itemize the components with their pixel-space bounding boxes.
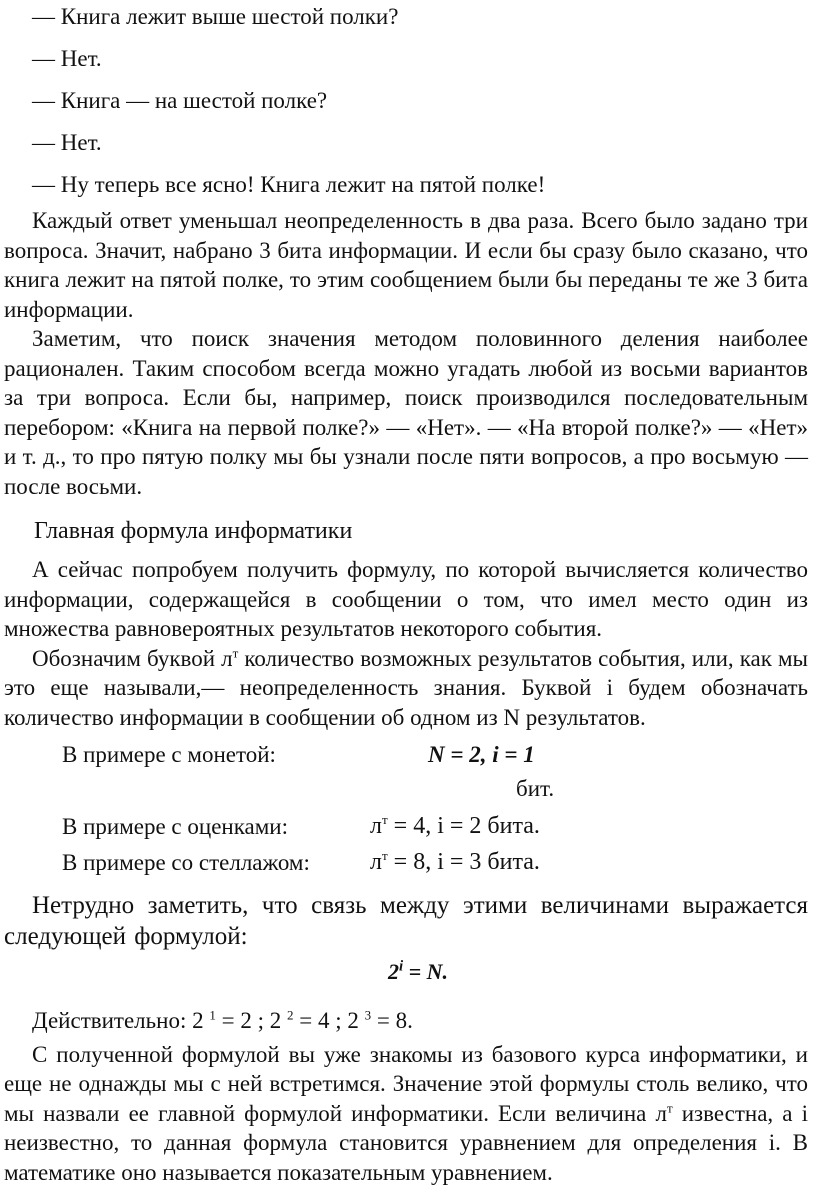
dialogue-line: — Ну теперь все ясно! Книга лежит на пятой полке! bbox=[32, 168, 808, 206]
paragraph-notation: Обозначим буквой $л^т$ количество возможных результатов события, или, как мы это еще называли,— неопределенность знания. Буквой i будем обозначать количество информации в сообщении об одном из N результатов. bbox=[4, 644, 808, 733]
example-label: В примере с монетой: bbox=[62, 740, 276, 770]
main-formula: $2^i = N$. bbox=[28, 952, 808, 996]
example-formula: N = 2, i = 1 bbox=[428, 740, 535, 770]
section-heading: Главная формула информатики bbox=[34, 513, 808, 549]
paragraph-relation: Нетрудно заметить, что связь между этими величинами выражается следующей формулой: bbox=[4, 890, 808, 952]
example-label: В примере со стеллажом: bbox=[62, 848, 310, 878]
paragraph-uncertainty: Каждый ответ уменьшал неопределенность в два раза. Всего было задано три вопроса. Значит, набрано 3 бита информации. И если бы сразу было сказано, что книга лежит на пятой полке, то этим сообщением были бы переданы те же 3 бита информации. bbox=[4, 206, 808, 324]
paragraph-main-formula-significance: С полученной формулой вы уже знакомы из базового курса информатики, и еще не однажды мы с ней встретимся. Значение этой формулы столь велико, что мы назвали ее главной формулой информатики. Если величина $л^т$ известна, а i неизвестно, то данная формула становится уравнением для определения i. В математике оно называется показательным уравнением. bbox=[4, 1040, 808, 1187]
examples-block bbox=[4, 736, 808, 880]
dialogue-line: — Нет. bbox=[32, 42, 808, 80]
example-value: $л^т = 4$, i = 2 бита. bbox=[370, 812, 540, 842]
dialogue-line: — Нет. bbox=[32, 126, 808, 164]
dialogue-block bbox=[4, 0, 808, 206]
dialogue-line: — Книга лежит выше шестой полки? bbox=[32, 0, 808, 38]
example-unit: бит. bbox=[516, 774, 554, 804]
dialogue-line: — Книга — на шестой полке? bbox=[32, 84, 808, 122]
example-coin bbox=[4, 736, 808, 772]
example-label: В примере с оценками: bbox=[62, 812, 288, 842]
example-value: $л^т = 8$, i = 3 бита. bbox=[370, 848, 540, 878]
paragraph-formula-intro: А сейчас попробуем получить формулу, по которой вычисляется количество информации, содержащейся в сообщении о том, что имел место один из множества равновероятных результатов некоторого события. bbox=[4, 555, 808, 644]
paragraph-halving-method: Заметим, что поиск значения методом половинного деления наиболее рационален. Таким способом всегда можно угадать любой из восьми вариантов за три вопроса. Если бы, например, поиск производился последовательным перебором: «Книга на первой полке?» — «Нет». — «На второй полке?» — «Нет» и т. д., то про пятую полку мы бы узнали после пяти вопросов, а про восьмую — после восьми. bbox=[4, 324, 808, 501]
verification-line: Действительно: 2 $^1$ = 2 ; 2 $^2$ = 4 ; 2 $^3$ = 8. bbox=[32, 1006, 808, 1036]
example-coin-unit-row bbox=[4, 772, 808, 808]
example-shelf bbox=[4, 844, 808, 880]
example-grades bbox=[4, 808, 808, 844]
